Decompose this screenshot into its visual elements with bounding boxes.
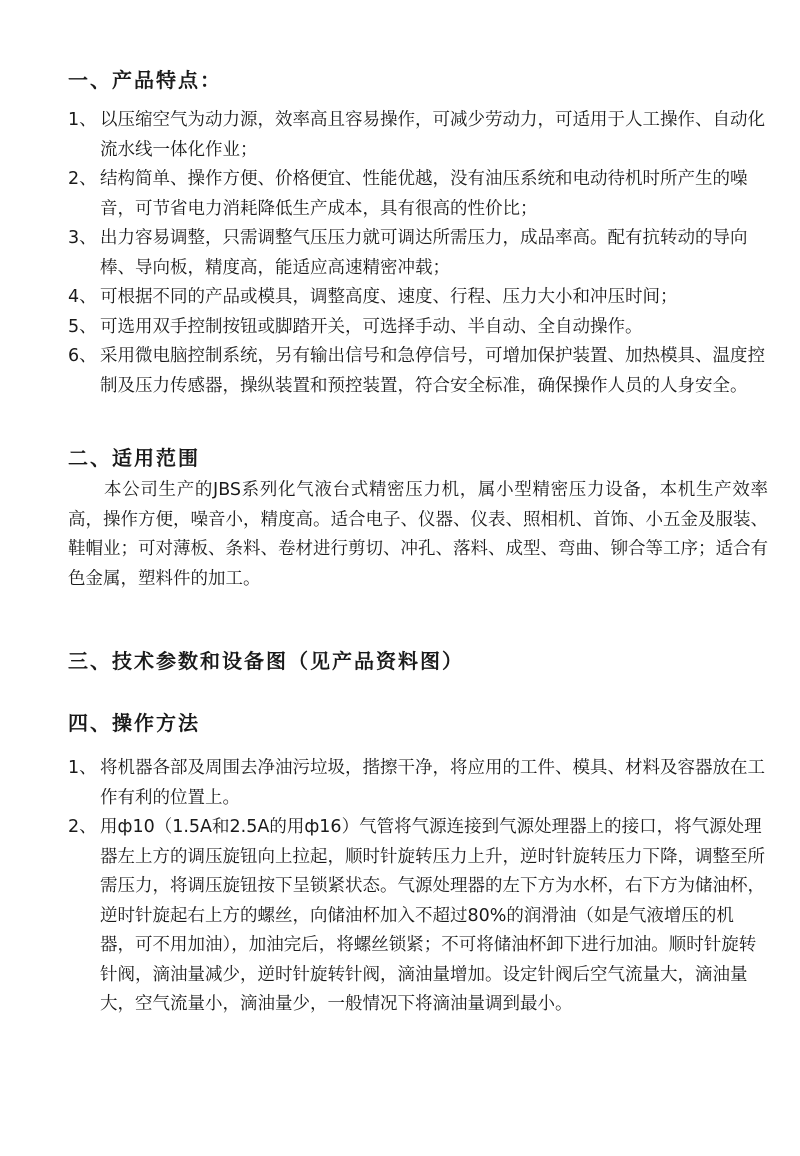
item-number: 6、 (68, 346, 97, 366)
section-title-operation: 四、操作方法 (68, 711, 200, 735)
list-item (68, 283, 768, 313)
item-text: 将机器各部及周围去净油污垃圾，揩擦干净，将应用的工件、模具、材料及容器放在工作有利的位置上。 (100, 758, 765, 808)
item-number: 1、 (68, 758, 97, 778)
item-text: 可根据不同的产品或模具，调整高度、速度、行程、压力大小和冲压时间； (100, 287, 678, 307)
features-list (68, 106, 768, 401)
item-text: 可选用双手控制按钮或脚踏开关，可选择手动、半自动、全自动操作。 (100, 316, 643, 337)
list-item (68, 313, 768, 343)
list-item (68, 106, 768, 165)
item-number: 2、 (68, 817, 97, 837)
operation-list (68, 754, 768, 1020)
item-number: 5、 (68, 316, 97, 337)
item-text: 出力容易调整，只需调整气压压力就可调达所需压力，成品率高。配有抗转动的导向棒、导向板，精度高，能适应高速精密冲载； (100, 228, 748, 278)
section-title-features: 一、产品特点： (68, 68, 222, 92)
list-item (68, 813, 768, 1020)
item-text: 以压缩空气为动力源，效率高且容易操作，可减少劳动力，可适用于人工操作、自动化流水线一体化作业； (100, 110, 765, 160)
item-text: 采用微电脑控制系统，另有输出信号和急停信号，可增加保护装置、加热模具、温度控制及压力传感器，操纵装置和预控装置，符合安全标准，确保操作人员的人身安全。 (100, 346, 765, 396)
item-number: 3、 (68, 228, 97, 248)
section-title-params: 三、技术参数和设备图（见产品资料图） (68, 649, 464, 673)
list-item (68, 754, 768, 813)
item-number: 2、 (68, 169, 97, 189)
list-item (68, 342, 768, 401)
item-text: 结构简单、操作方便、价格便宜、性能优越，没有油压系统和电动待机时所产生的噪音，可节省电力消耗降低生产成本，具有很高的性价比； (100, 169, 748, 219)
section-title-scope: 二、适用范围 (68, 446, 200, 470)
list-item (68, 224, 768, 283)
list-item (68, 165, 768, 224)
item-text: 用ф10（1.5A和2.5A的用ф16）气管将气源连接到气源处理器上的接口，将气源处理器左上方的调压旋钮向上拉起，顺时针旋转压力上升，逆时针旋转压力下降，调整至所需压力，将调压旋钮按下呈锁紧状态。气源处理器的左下方为水杯，右下方为储油杯，逆时针旋起右上方的螺丝，向储油杯加入不超过80%的润滑油（如是气液增压的机器，可不用加油），加油完后，将螺丝锁紧；不可将储油杯卸下进行加油。顺时针旋转针阀，滴油量减少，逆时针旋转针阀，滴油量增加。设定针阀后空气流量大，滴油量大，空气流量小，滴油量少，一般情况下将滴油量调到最小。 (100, 817, 765, 1014)
item-number: 1、 (68, 110, 97, 130)
item-number: 4、 (68, 287, 97, 307)
scope-paragraph: 本公司生产的JBS系列化气液台式精密压力机，属小型精密压力设备，本机生产效率高，操作方便，噪音小，精度高。适合电子、仪器、仪表、照相机、首饰、小五金及服装、鞋帽业；可对薄板、条料、卷材进行剪切、冲孔、落料、成型、弯曲、铆合等工序；适合有色金属，塑料件的加工。 (68, 480, 768, 589)
